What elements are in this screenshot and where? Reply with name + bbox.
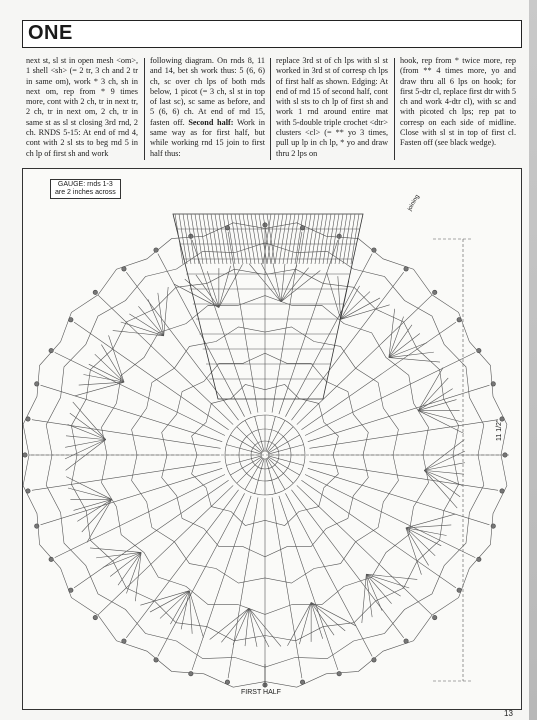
wedge-stitch xyxy=(271,214,279,264)
fan-stitch xyxy=(424,470,464,474)
gauge-line-1: GAUGE: rnds 1-3 xyxy=(57,181,113,188)
wedge-stitch xyxy=(303,214,311,264)
radial-line xyxy=(192,496,251,670)
picot xyxy=(500,489,504,493)
fan-stitch xyxy=(164,287,168,336)
wedge-stitch xyxy=(219,214,227,264)
radial-line xyxy=(74,322,229,430)
radial-line xyxy=(308,468,490,525)
wedge-stitch xyxy=(247,214,255,264)
fan-stitch xyxy=(418,411,462,422)
radial-line xyxy=(279,240,338,414)
fan-stitch xyxy=(311,602,356,625)
fan-stitch xyxy=(79,382,124,385)
fan-stitch xyxy=(75,382,124,396)
radial-line xyxy=(41,468,223,525)
dimension-label: 11 1/2" xyxy=(496,419,503,441)
radial-line xyxy=(126,272,238,420)
gauge-box xyxy=(50,179,121,199)
fan-stitch xyxy=(338,276,341,319)
picot xyxy=(69,318,73,322)
picot xyxy=(35,382,39,386)
wedge-stitch xyxy=(243,214,251,264)
picot xyxy=(69,588,73,592)
crochet-diagram-frame xyxy=(22,168,522,710)
joining-label: joining xyxy=(407,193,421,212)
radial-line xyxy=(301,322,456,430)
radial-line xyxy=(32,462,221,491)
wedge-stitch xyxy=(203,214,211,264)
wedge-stitch xyxy=(187,214,195,264)
picot xyxy=(337,672,341,676)
fan-stitch xyxy=(281,265,297,301)
crochet-diagram xyxy=(23,169,521,709)
radial-line xyxy=(305,475,475,558)
fan-stitch xyxy=(281,268,309,302)
wedge-stitch xyxy=(343,214,351,264)
picot xyxy=(457,588,461,592)
wedge-stitch xyxy=(299,214,307,264)
picot xyxy=(26,417,30,421)
fan-stitch xyxy=(406,528,447,536)
picot xyxy=(122,267,126,271)
wedge-stitch xyxy=(227,214,235,264)
second-half-text: Work in same way as for first half, but while working rnd 15 join to first half thus: xyxy=(150,117,265,158)
picot xyxy=(93,290,97,294)
picot xyxy=(154,658,158,662)
instruction-column-3: replace 3rd st of ch lps with sl st worked in 3rd st of corresp ch lps of first half as shown. Edging: At end of rnd 15 of second half, cont with sl sts to ch lp of first sh and work 1 rnd around entire mat with 5-double triple crochet <dtr> clusters <cl> (= ** yo 3 times, pull up lp in ch lp, * yo and draw thru 2 lps on xyxy=(276,56,388,158)
column-divider xyxy=(394,58,395,160)
pattern-title: ONE xyxy=(28,22,73,44)
fan-stitch xyxy=(249,608,257,647)
fan-stitch xyxy=(219,266,231,308)
wedge-stitch xyxy=(251,214,259,264)
fan-stitch xyxy=(73,402,106,440)
fan-stitch xyxy=(189,591,203,638)
picot xyxy=(433,615,437,619)
fan-stitch xyxy=(281,264,285,302)
first-half-label: FIRST HALF xyxy=(241,689,281,696)
picot xyxy=(491,524,495,528)
fan-stitch xyxy=(327,272,341,319)
radial-line xyxy=(126,490,238,638)
fan-stitch xyxy=(210,608,249,639)
wedge-stitch xyxy=(207,214,215,264)
instruction-column-2-text: following diagram. On rnds 8, 11 and 14, bet sh work thus: 5 (6, 6) ch, sc over ch lps of both rnds below, 1 picot (= 3 ch, sl st in top of last sc), sc same as before, and 5 (6, 6) ch. At end of rnd 15, fasten off. xyxy=(150,56,265,127)
picot xyxy=(26,489,30,493)
radial-line xyxy=(301,480,456,588)
fan-stitch xyxy=(389,358,440,363)
picot xyxy=(503,453,507,457)
wedge-stitch xyxy=(275,214,283,264)
wedge-stitch xyxy=(223,214,231,264)
wedge-stitch xyxy=(327,214,335,264)
instruction-column-1: next st, sl st in open mesh <om>, 1 shell <sh> (= 2 tr, 3 ch and 2 tr in same om), work * 3 ch, sh in next om, rep from * 9 times more, cont with 2 ch, tr in next tr, 2 ch, tr in next om, 2 ch, tr in same st as sl st closing 3rd rnd, 2 ch. RNDS 5-15: At end of rnd 4, cont with 2 sl sts to beg rnd 5 in ch lp of first sh and work xyxy=(26,56,138,158)
picot xyxy=(189,672,193,676)
column-divider xyxy=(144,58,145,160)
picot xyxy=(93,615,97,619)
wedge-stitch xyxy=(199,214,207,264)
wedge-stitch xyxy=(175,214,183,264)
radial-line xyxy=(291,490,403,638)
instruction-column-2 xyxy=(150,56,265,159)
picot xyxy=(404,267,408,271)
picot xyxy=(491,382,495,386)
page-number: 13 xyxy=(504,709,513,718)
wedge-stitch xyxy=(279,214,287,264)
fan-stitch xyxy=(362,574,366,623)
instruction-column-4: hook, rep from * twice more, rep (from ** 4 times more, yo and draw thru all 6 lps on hook; for first 5-dtr cl, replace first dtr with 5 ch and work 4-dtr cl), with sc and with picoted ch lps; rep pat to corresp on each side of midline. Close with sl st in top of first cl. Fasten off (see black wedge). xyxy=(400,56,516,148)
radial-line xyxy=(308,385,490,442)
wedge-stitch xyxy=(295,214,303,264)
picot xyxy=(372,658,376,662)
instructions-text xyxy=(22,56,520,166)
wedge-stitch xyxy=(255,214,263,264)
picot xyxy=(23,453,27,457)
gauge-line-2: are 2 inches across xyxy=(55,189,116,196)
fan-stitch xyxy=(406,525,451,528)
radial-line xyxy=(272,497,302,678)
radial-line xyxy=(309,420,498,449)
radial-line xyxy=(158,493,245,656)
page-edge xyxy=(529,0,537,720)
fan-stitch xyxy=(68,424,106,439)
wedge-stitch xyxy=(311,214,319,264)
wedge-stitch xyxy=(335,214,343,264)
fan-stitch xyxy=(221,608,249,642)
radial-line xyxy=(192,240,251,414)
picot xyxy=(225,680,229,684)
title-bar xyxy=(22,20,522,48)
wedge-stitch xyxy=(307,214,315,264)
fan-stitch xyxy=(65,440,106,459)
radial-line xyxy=(98,485,233,614)
fan-stitch xyxy=(90,548,141,553)
fan-stitch xyxy=(299,602,311,644)
picot xyxy=(477,557,481,561)
fan-stitch xyxy=(83,374,124,382)
radial-line xyxy=(297,295,432,424)
fan-stitch xyxy=(424,463,465,471)
fan-stitch xyxy=(245,608,249,646)
picot xyxy=(404,639,408,643)
picot xyxy=(457,318,461,322)
wedge-stitch xyxy=(195,214,203,264)
wedge-stitch xyxy=(211,214,219,264)
wedge-stitch xyxy=(339,214,347,264)
picot xyxy=(154,248,158,252)
radial-line xyxy=(158,254,245,417)
radial-line xyxy=(285,493,372,656)
picot xyxy=(35,524,39,528)
wedge-stitch xyxy=(239,214,247,264)
picot xyxy=(122,639,126,643)
radial-line xyxy=(285,254,372,417)
wedge-stitch xyxy=(323,214,331,264)
radial-line xyxy=(228,497,258,678)
fan-stitch xyxy=(68,488,112,499)
fan-stitch xyxy=(406,514,455,528)
fan-stitch xyxy=(424,470,457,508)
wedge-stitch xyxy=(319,214,327,264)
fan-stitch xyxy=(281,270,320,301)
radial-line xyxy=(291,272,403,420)
fan-stitch xyxy=(65,440,106,448)
wedge-stitch xyxy=(215,214,223,264)
fan-stitch xyxy=(273,263,281,302)
radial-line xyxy=(32,420,221,449)
wedge-stitch xyxy=(287,214,295,264)
radial-line xyxy=(74,480,229,588)
radial-line xyxy=(55,475,225,558)
fan-stitch xyxy=(233,608,249,644)
second-half-label: Second half: xyxy=(188,117,234,127)
fan-stitch xyxy=(287,602,311,645)
radial-line xyxy=(309,462,498,491)
wedge-stitch xyxy=(235,214,243,264)
radial-line xyxy=(41,385,223,442)
wedge-stitch xyxy=(283,214,291,264)
wedge-stitch xyxy=(183,214,191,264)
wedge-stitch xyxy=(259,214,267,264)
column-divider xyxy=(270,58,271,160)
fan-stitch xyxy=(424,470,462,485)
fan-stitch xyxy=(424,451,465,470)
picot xyxy=(433,290,437,294)
picot xyxy=(49,348,53,352)
picot xyxy=(49,557,53,561)
fan-stitch xyxy=(66,436,106,440)
picot xyxy=(300,680,304,684)
fan-stitch xyxy=(219,264,243,307)
radial-line xyxy=(55,352,225,435)
fan-stitch xyxy=(189,591,192,634)
radial-line xyxy=(279,496,338,670)
picot xyxy=(372,248,376,252)
picot xyxy=(477,348,481,352)
wedge-stitch xyxy=(315,214,323,264)
